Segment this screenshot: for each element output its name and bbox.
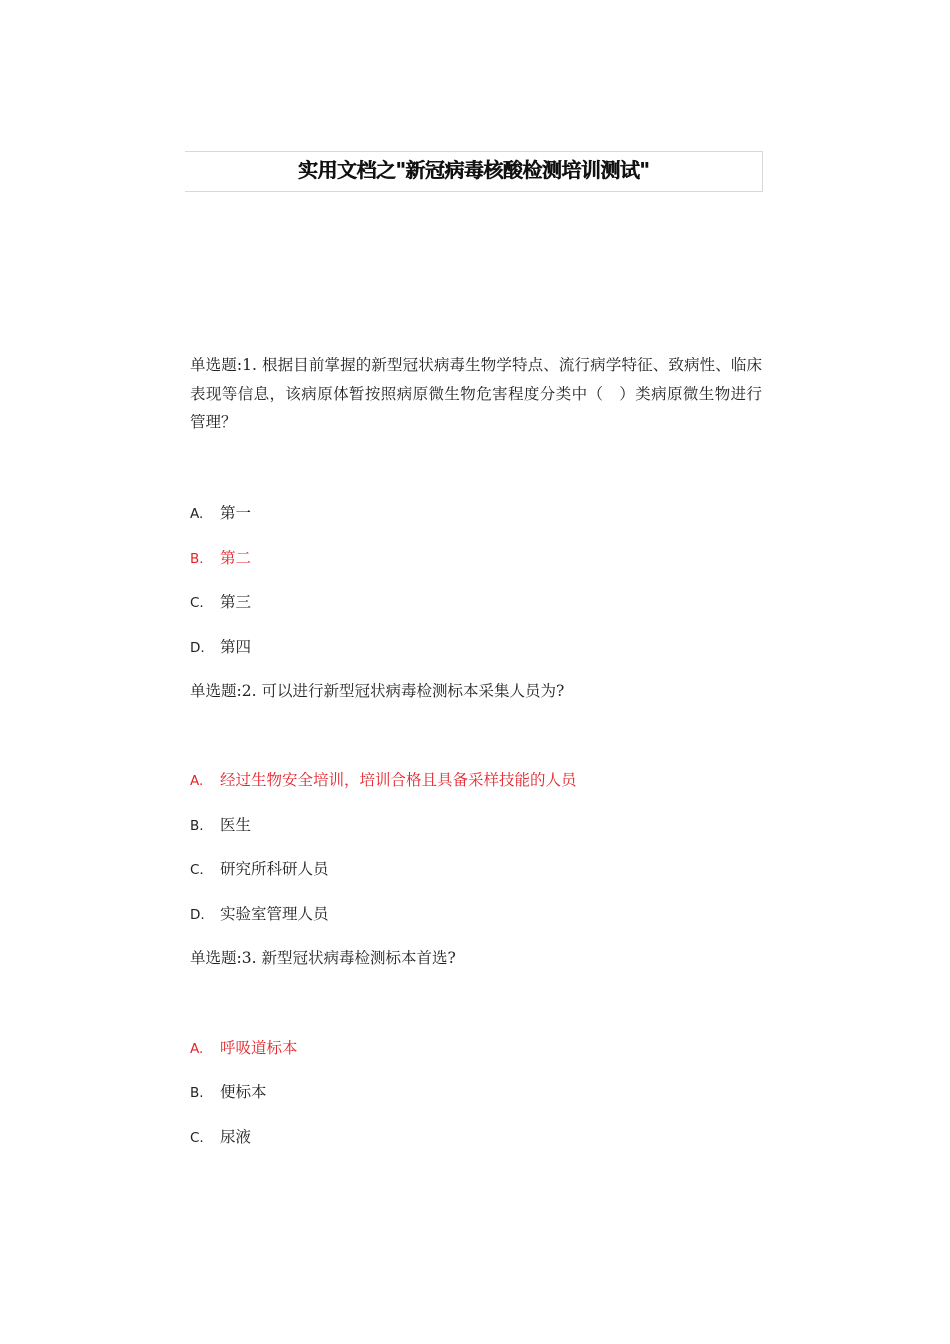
option-letter: A. [190,506,204,522]
option-letter: C. [190,862,204,878]
q2-option-d [190,902,329,926]
option-letter: D. [190,907,205,923]
option-text: 实验室管理人员 [220,905,329,923]
option-text: 第二 [220,549,252,567]
option-letter: B. [190,551,204,567]
question-2: 单选题:2. 可以进行新型冠状病毒检测标本采集人员为? [190,682,565,700]
option-text: 呼吸道标本 [220,1039,298,1057]
q3-option-b [190,1080,267,1104]
option-text: 第三 [220,593,252,611]
question-1: 单选题:1. 根据目前掌握的新型冠状病毒生物学特点、流行病学特征、致病性、临床表现等信息，该病原体暂按照病原微生物危害程度分类中（ ）类病原微生物进行管理？ [190,356,762,431]
option-letter: D. [190,640,205,656]
option-text: 尿液 [220,1128,252,1146]
q1-option-d [190,635,251,659]
option-letter: B. [190,1085,204,1101]
q1-option-b-correct [190,546,251,570]
option-letter: B. [190,818,204,834]
option-letter: A. [190,773,204,789]
option-letter: A. [190,1041,204,1057]
option-text: 便标本 [220,1083,267,1101]
option-letter: C. [190,595,204,611]
q2-option-c [190,857,329,881]
q3-option-a-correct [190,1036,298,1060]
q3-option-c [190,1125,251,1149]
option-text: 医生 [220,816,252,834]
option-letter: C. [190,1130,204,1146]
question-3: 单选题:3. 新型冠状病毒检测标本首选? [190,949,456,967]
document-title: 实用文档之"新冠病毒核酸检测培训测试" [297,158,650,182]
q2-option-b [190,813,251,837]
q1-option-c [190,590,251,614]
q2-option-a-correct [190,768,577,792]
option-text: 研究所科研人员 [220,860,329,878]
option-text: 第一 [220,504,252,522]
option-text: 经过生物安全培训，培训合格且具备采样技能的人员 [220,771,577,789]
q1-option-a [190,501,251,525]
option-text: 第四 [220,638,252,656]
title-box [185,151,763,192]
